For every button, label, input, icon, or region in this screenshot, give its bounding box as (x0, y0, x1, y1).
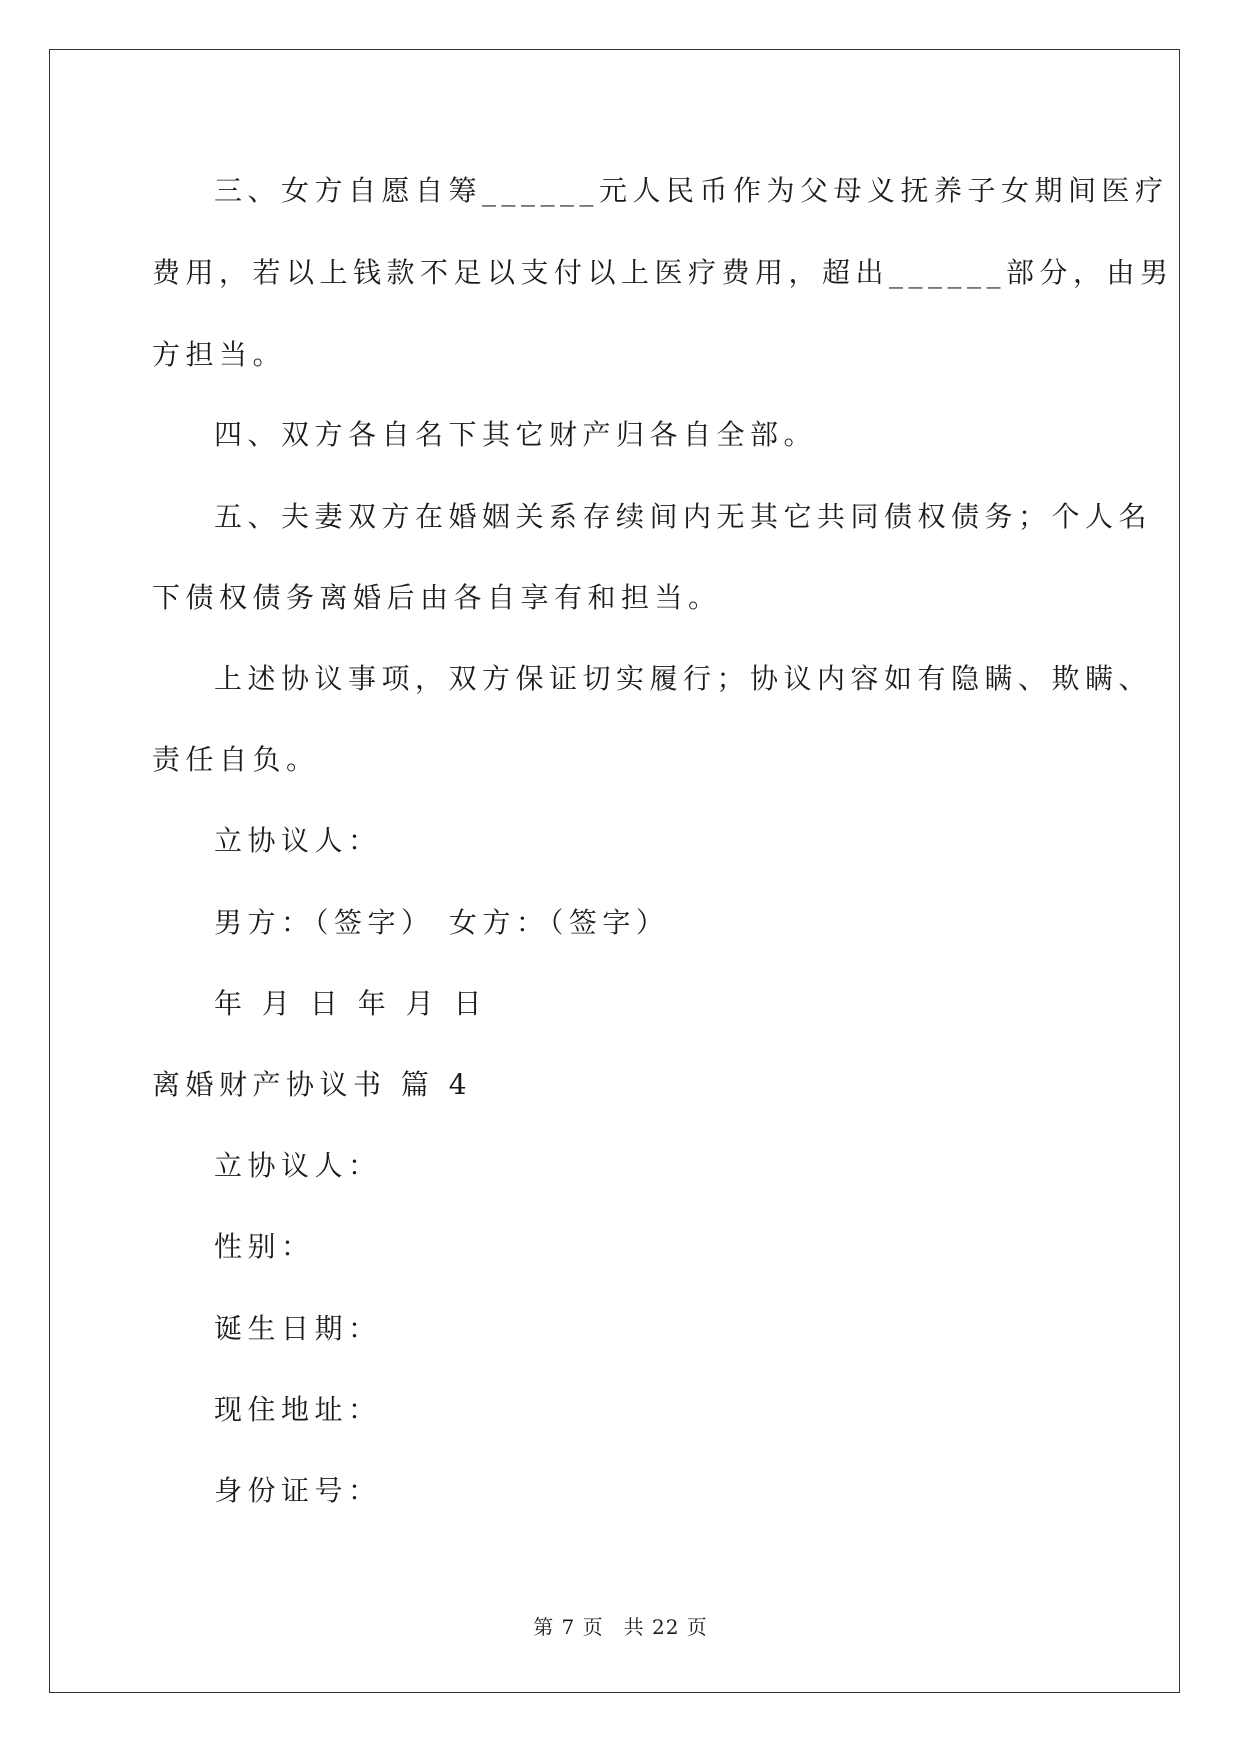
page-border (49, 49, 1180, 1693)
party-label-2: 立协议人： (214, 1149, 382, 1182)
address-field: 现住地址： (214, 1393, 382, 1426)
agreement-note-line-2: 责任自负。 (152, 743, 320, 776)
section-heading: 离婚财产协议书 篇 4 (152, 1068, 473, 1101)
clause-3-line-2: 费用，若以上钱款不足以支付以上医疗费用，超出______部分，由男 (152, 256, 1174, 289)
id-number-field: 身份证号： (214, 1474, 382, 1507)
page-footer (0, 1613, 1241, 1641)
clause-5-line-1: 五、夫妻双方在婚姻关系存续间内无其它共同债权债务；个人名 (214, 500, 1153, 533)
clause-4: 四、双方各自名下其它财产归各自全部。 (214, 418, 818, 451)
clause-3-line-1: 三、女方自愿自筹______元人民币作为父母义抚养子女期间医疗 (214, 174, 1169, 207)
clause-5-line-2: 下债权债务离婚后由各自享有和担当。 (152, 581, 722, 614)
gender-field: 性别： (214, 1230, 315, 1263)
date-line: 年 月 日 年 月 日 (214, 987, 488, 1020)
clause-3-line-3: 方担当。 (152, 338, 287, 371)
birth-date-field: 诞生日期： (214, 1312, 382, 1345)
signature-line: 男方：（签字） 女方：（签字） (214, 906, 670, 939)
party-label: 立协议人： (214, 824, 382, 857)
agreement-note-line-1: 上述协议事项，双方保证切实履行；协议内容如有隐瞒、欺瞒、 (214, 662, 1153, 695)
page-number: 第 7 页 (533, 1615, 604, 1639)
page-total: 共 22 页 (623, 1615, 708, 1639)
